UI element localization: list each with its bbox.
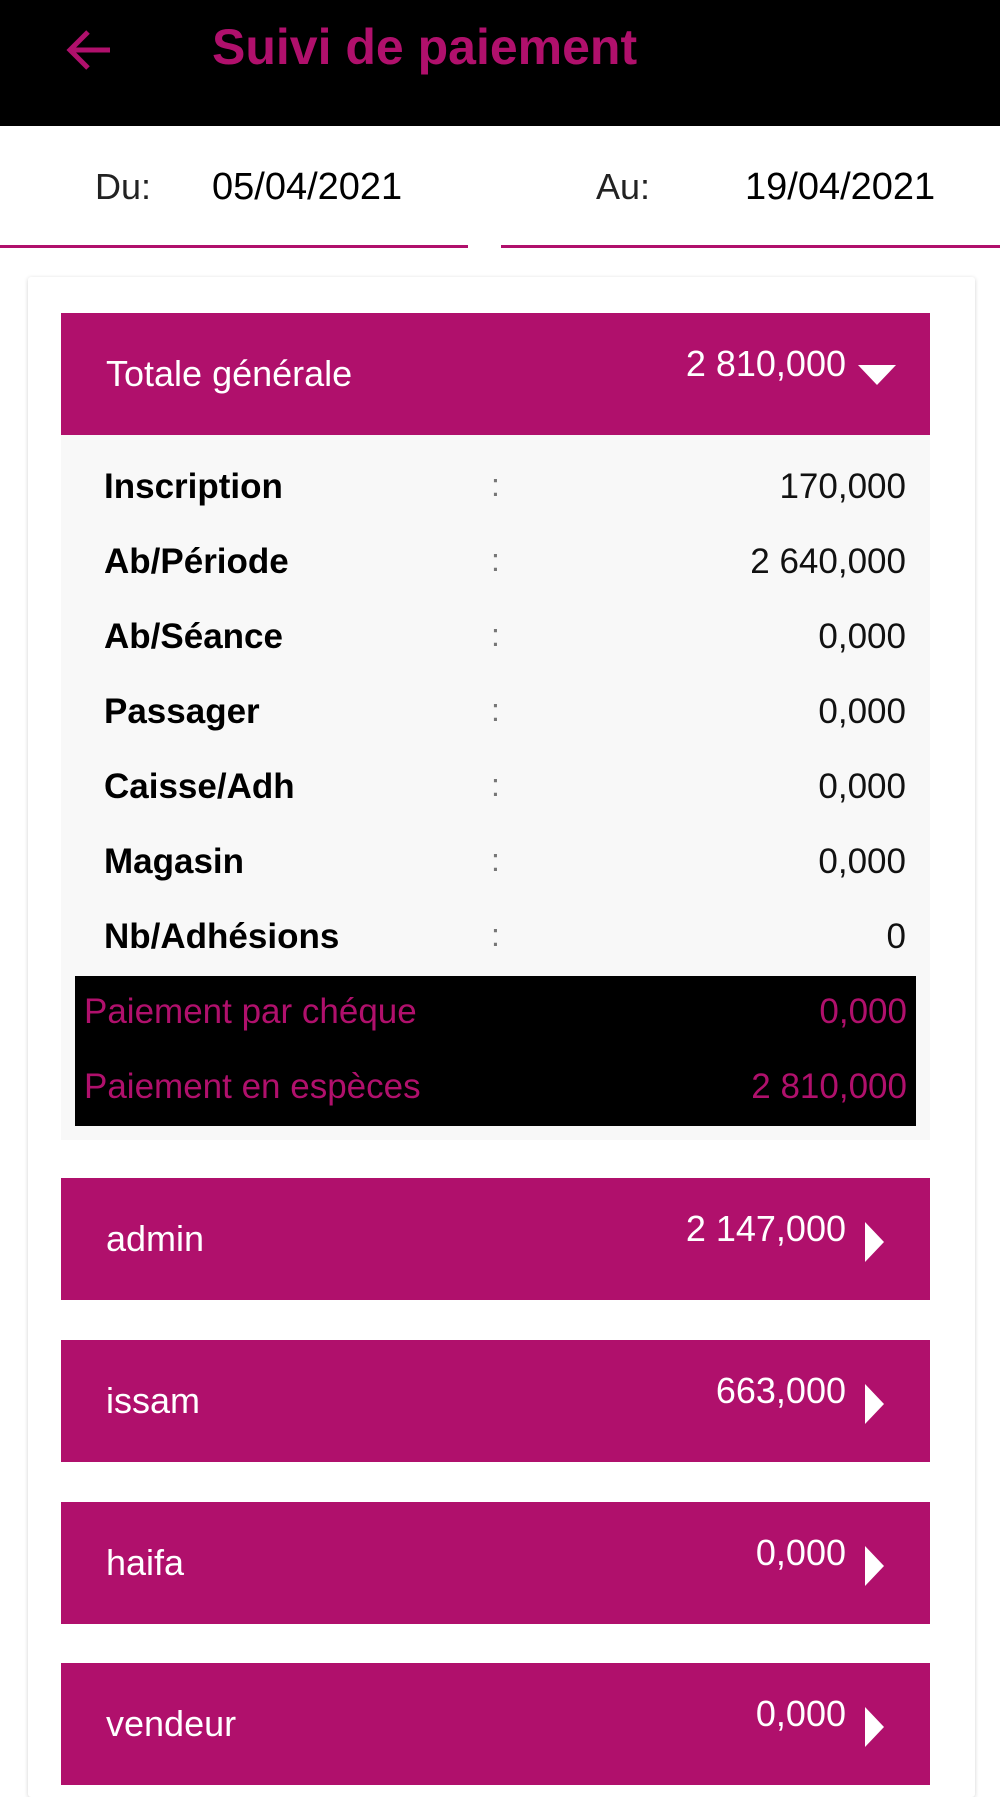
detail-row xyxy=(61,674,930,749)
detail-label: Ab/Période xyxy=(104,542,289,581)
page-title: Suivi de paiement xyxy=(212,19,638,75)
detail-separator: : xyxy=(491,692,500,728)
user-amount: 0,000 xyxy=(755,1693,846,1734)
detail-separator: : xyxy=(491,467,500,503)
caret-right-icon xyxy=(865,1222,884,1262)
detail-row xyxy=(61,599,930,674)
detail-label: Passager xyxy=(104,692,260,731)
caret-down-icon xyxy=(858,365,896,385)
detail-label: Magasin xyxy=(104,842,245,881)
user-row-vendeur[interactable] xyxy=(61,1663,930,1785)
detail-row xyxy=(61,524,930,599)
user-name: admin xyxy=(106,1218,205,1259)
payment-methods xyxy=(75,976,916,1126)
user-name: haifa xyxy=(106,1542,185,1583)
detail-label: Caisse/Adh xyxy=(104,767,295,806)
date-from-label: Du: xyxy=(95,166,152,207)
payment-value: 0,000 xyxy=(819,992,907,1031)
date-from-field[interactable] xyxy=(0,126,468,248)
payment-label: Paiement en espèces xyxy=(84,1067,421,1106)
payment-row xyxy=(84,1051,907,1126)
detail-row xyxy=(61,824,930,899)
detail-separator: : xyxy=(491,767,500,803)
payment-value: 2 810,000 xyxy=(751,1067,907,1106)
app-bar xyxy=(0,0,1000,126)
user-name: vendeur xyxy=(106,1703,237,1744)
total-label: Totale générale xyxy=(106,353,353,394)
user-row-haifa[interactable] xyxy=(61,1502,930,1624)
detail-label: Inscription xyxy=(104,467,283,506)
date-to-field[interactable] xyxy=(501,126,1000,248)
detail-row xyxy=(61,449,930,524)
user-amount: 2 147,000 xyxy=(685,1208,846,1249)
date-to-label: Au: xyxy=(596,166,651,207)
detail-value: 0,000 xyxy=(818,617,906,656)
detail-row xyxy=(61,749,930,824)
detail-value: 2 640,000 xyxy=(750,542,906,581)
caret-right-icon xyxy=(865,1546,884,1586)
date-from-value: 05/04/2021 xyxy=(212,166,403,208)
payment-row xyxy=(84,976,907,1051)
total-details xyxy=(61,435,930,1140)
detail-value: 170,000 xyxy=(779,467,906,506)
detail-value: 0,000 xyxy=(818,692,906,731)
user-amount: 663,000 xyxy=(715,1370,846,1411)
caret-right-icon xyxy=(865,1707,884,1747)
caret-right-icon xyxy=(865,1384,884,1424)
detail-label: Nb/Adhésions xyxy=(104,917,340,956)
total-amount: 2 810,000 xyxy=(685,343,846,384)
detail-separator: : xyxy=(491,917,500,953)
detail-separator: : xyxy=(491,542,500,578)
detail-value: 0,000 xyxy=(818,767,906,806)
user-amount: 0,000 xyxy=(755,1532,846,1573)
arrow-left-icon xyxy=(62,22,118,78)
detail-value: 0,000 xyxy=(818,842,906,881)
detail-label: Ab/Séance xyxy=(104,617,283,656)
back-button[interactable] xyxy=(62,22,118,78)
detail-separator: : xyxy=(491,842,500,878)
user-row-admin[interactable] xyxy=(61,1178,930,1300)
detail-value: 0 xyxy=(886,917,906,956)
date-to-value: 19/04/2021 xyxy=(745,166,936,208)
detail-row xyxy=(61,899,930,974)
user-row-issam[interactable] xyxy=(61,1340,930,1462)
detail-separator: : xyxy=(491,617,500,653)
user-name: issam xyxy=(106,1380,201,1421)
payment-label: Paiement par chéque xyxy=(84,992,417,1031)
total-general-header[interactable] xyxy=(61,313,930,435)
